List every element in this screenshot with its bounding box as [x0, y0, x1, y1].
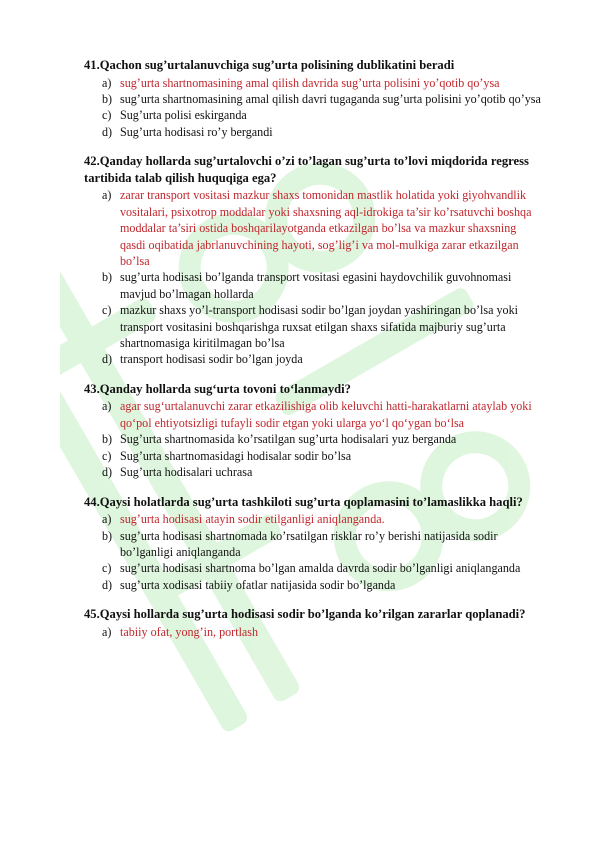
option-letter: d) [102, 124, 113, 139]
option-letter: c) [102, 108, 112, 123]
answer-option [84, 269, 544, 302]
option-letter: b) [102, 92, 113, 106]
option-letter: d) [102, 352, 113, 367]
option-text: sug’urta shartnomasining amal qilish davri tugaganda sug’urta polisini yo’qotib qo’ysa [120, 92, 541, 106]
answer-option [84, 351, 544, 367]
option-text: tabiiy ofat, yong’in, portlash [120, 624, 259, 639]
option-letter: d) [102, 577, 113, 592]
option-text: transport hodisasi sodir bo’lgan joyda [120, 352, 303, 367]
answer-options [84, 75, 544, 141]
option-text: Sug’urta polisi eskirganda [120, 108, 247, 123]
option-letter: b) [102, 432, 113, 447]
answer-option [84, 528, 544, 561]
option-letter: b) [102, 270, 113, 285]
option-letter: a) [102, 399, 112, 414]
answer-option-correct [84, 398, 544, 431]
question-title: 43.Qanday hollarda sug‘urta tovoni to‘lanmaydi? [84, 381, 351, 396]
question-title: 41.Qachon sug’urtalanuvchiga sug’urta polisining dublikatini beradi [84, 58, 455, 72]
option-text: sug’urta hodisasi bo’lganda transport vositasi egasini haydovchilik guvohnomasi mavjud bo’lmagan hollarda [120, 270, 512, 301]
question-block [84, 57, 544, 140]
question-block [84, 153, 544, 368]
option-letter: c) [102, 448, 112, 463]
answer-option [84, 577, 544, 593]
question-block [84, 381, 544, 481]
question-title: 45.Qaysi hollarda sug’urta hodisasi sodir bo’lganda ko’rilgan zararlar qoplanadi? [84, 607, 526, 622]
question-title: 42.Qanday hollarda sug’urtalovchi o’zi to’lagan sug’urta to’lovi miqdorida regress tartibida talab qilish huquqiga ega? [84, 154, 529, 185]
option-text: sug’urta hodisasi atayin sodir etilganligi aniqlanganda. [120, 512, 385, 527]
question-block [84, 494, 544, 594]
option-text: sug’urta shartnomasining amal qilish davrida sug’urta polisini yo’qotib qo’ysa [120, 75, 500, 90]
answer-option-correct [84, 187, 544, 269]
option-letter: a) [102, 188, 112, 203]
answer-option [84, 560, 544, 576]
question-title: 44.Qaysi holatlarda sug’urta tashkiloti sug’urta qoplamasini to’lamaslikka haqli? [84, 494, 523, 509]
option-letter: a) [102, 624, 112, 639]
option-text: sug’urta hodisasi shartnomada ko’rsatilgan risklar ro’y berishi natijasida sodir bo’lganligi aniqlanganda [120, 528, 498, 559]
option-letter: c) [102, 561, 112, 576]
answer-options [84, 187, 544, 367]
option-text: sug’urta hodisasi shartnoma bo’lgan amalda davrda sodir bo’lganligi aniqlanganda [120, 561, 521, 576]
answer-options [84, 624, 544, 640]
answer-options [84, 511, 544, 593]
answer-option [84, 431, 544, 447]
answer-option [84, 448, 544, 464]
answer-option-correct [84, 75, 544, 91]
answer-option-correct [84, 624, 544, 640]
answer-option [84, 107, 544, 123]
document-page [84, 57, 544, 653]
option-text: sug’urta xodisasi tabiiy ofatlar natijasida sodir bo’lganda [120, 577, 396, 592]
option-letter: d) [102, 465, 113, 480]
answer-option [84, 124, 544, 140]
option-text: agar sug‘urtalanuvchi zarar etkazilishiga olib keluvchi hatti-harakatlarni ataylab yoki qo‘pol ehtiyotsizligi tufayli sodir etgan yoki ularga yo‘l qo‘ygan bo‘lsa [120, 399, 532, 430]
answer-option [84, 302, 544, 351]
option-letter: c) [102, 303, 112, 318]
option-letter: b) [102, 528, 113, 543]
option-text: Sug’urta hodisasi ro’y bergandi [120, 124, 273, 139]
answer-option [84, 91, 544, 107]
option-text: Sug’urta shartnomasidagi hodisalar sodir bo’lsa [120, 448, 352, 463]
answer-option [84, 464, 544, 480]
answer-option-correct [84, 511, 544, 527]
option-text: zarar transport vositasi mazkur shaxs tomonidan mastlik holatida yoki giyohvandlik vositalari, psixotrop moddalar yoki shaxsning aql-idrokiga ta’sir ko’rsatuvchi boshqa moddalar ta’siri ostida boshqarilayotganda etkazilgan bo’lsa va mazkur shaxsning qasdi oqibatida jabrlanuvchining hayoti, sog’lig’i va mol-mulkiga zarar etkazilgan bo’lsa [120, 188, 532, 269]
option-text: Sug’urta shartnomasida ko’rsatilgan sug’urta hodisalari yuz berganda [120, 432, 457, 447]
question-block [84, 606, 544, 640]
option-letter: a) [102, 75, 112, 90]
option-text: mazkur shaxs yo’l-transport hodisasi sodir bo’lgan joydan yashiringan bo’lsa yoki transport vositasini boshqarishga ruxsat etilgan shaxs sifatida majburiy sug’urta shartnomasiga kiritilmagan bo’lsa [120, 303, 519, 351]
option-letter: a) [102, 512, 112, 527]
option-text: Sug’urta hodisalari uchrasa [120, 465, 253, 480]
answer-options [84, 398, 544, 480]
